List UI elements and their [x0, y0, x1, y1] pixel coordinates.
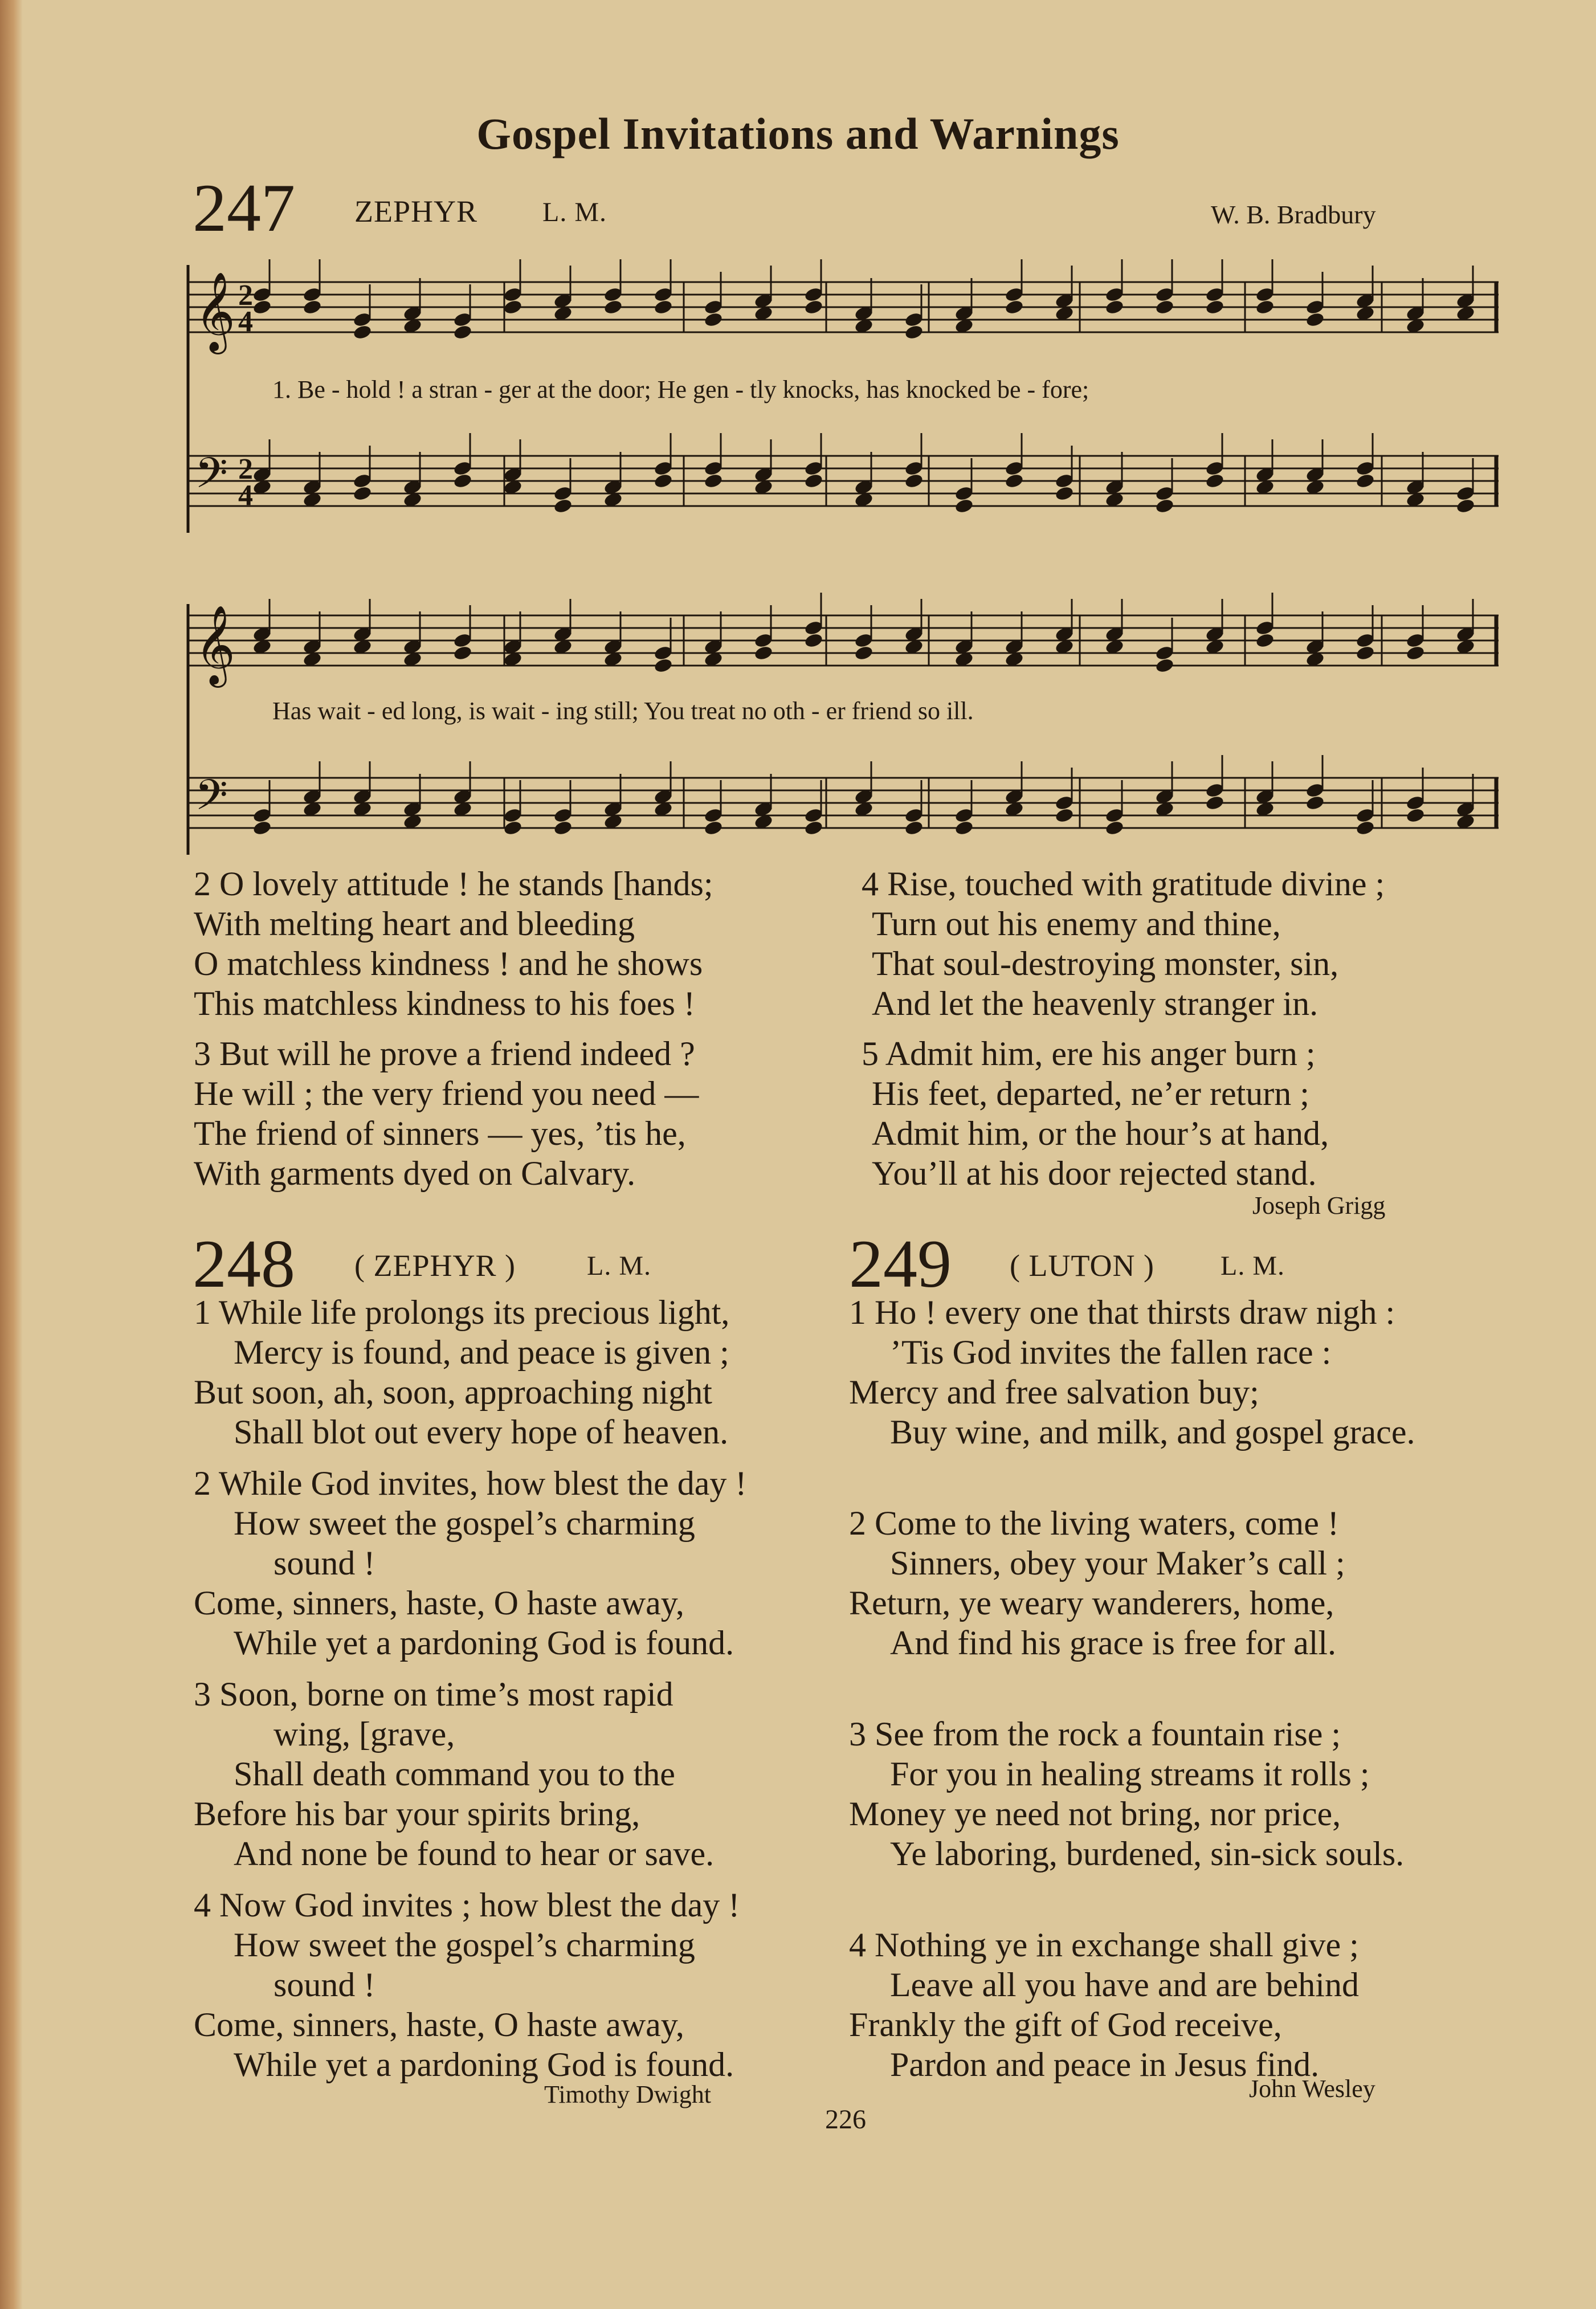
verse-line: But soon, ah, soon, approaching night — [194, 1373, 712, 1411]
bass-staff-2 — [188, 755, 1499, 837]
treble-clef-icon — [195, 605, 235, 688]
verse-line: 3 Soon, borne on time’s most rapid — [194, 1675, 673, 1713]
verse-line: Pardon and peace in Jesus find. — [890, 2046, 1320, 2083]
verse-line: He will ; the very friend you need — — [194, 1075, 699, 1112]
verse-line: And let the heavenly stranger in. — [872, 985, 1319, 1022]
bass-clef-icon — [195, 770, 228, 830]
verse-line: Money ye need not bring, nor price, — [849, 1795, 1341, 1833]
verse-line: 4 Rise, touched with gratitude divine ; — [862, 865, 1385, 903]
time-signature-treble-1 — [238, 279, 253, 338]
note-group — [252, 259, 1475, 341]
svg-text:𝄞: 𝄞 — [195, 605, 235, 684]
hymn-249-number: 249 — [849, 1226, 952, 1302]
treble-staff-1 — [188, 259, 1499, 341]
verse-line: With garments dyed on Calvary. — [194, 1154, 636, 1192]
hymn-247-lyric-line-1: 1. Be - hold ! a stran - ger at the door; He gen - tly knocks, has knocked be - fore; — [272, 376, 1089, 403]
svg-text:2: 2 — [238, 279, 253, 312]
verse-line: While yet a pardoning God is found. — [234, 2046, 734, 2083]
verse-line: Shall blot out every hope of heaven. — [234, 1413, 729, 1451]
verse-line: Return, ye weary wanderers, home, — [849, 1584, 1334, 1622]
verse-line: For you in healing streams it rolls ; — [890, 1755, 1370, 1793]
verse-line: Before his bar your spirits bring, — [194, 1795, 640, 1833]
verse-line: 2 While God invites, how blest the day ! — [194, 1464, 747, 1502]
hymn-247-author: Joseph Grigg — [1252, 1192, 1386, 1219]
verse-line: His feet, departed, ne’er return ; — [872, 1075, 1309, 1112]
time-signature-bass-1 — [238, 453, 253, 512]
hymn-248-number: 248 — [193, 1226, 295, 1302]
verse-line: 1 Ho ! every one that thirsts draw nigh : — [849, 1294, 1395, 1331]
note-group — [252, 593, 1475, 674]
music-system-1 — [188, 265, 1504, 584]
treble-clef-icon — [195, 272, 235, 354]
svg-text:4: 4 — [238, 305, 253, 338]
verse-line: While yet a pardoning God is found. — [234, 1624, 734, 1662]
verse-line: 3 But will he prove a friend indeed ? — [194, 1035, 695, 1072]
verse-line: Turn out his enemy and thine, — [872, 905, 1281, 943]
verse-line: 2 O lovely attitude ! he stands [hands; — [194, 865, 713, 903]
verse-line: 5 Admit him, ere his anger burn ; — [862, 1035, 1316, 1072]
verse-line: sound ! — [274, 1966, 375, 2004]
verse-line: Mercy and free salvation buy; — [849, 1373, 1259, 1411]
verse-line: The friend of sinners — yes, ’tis he, — [194, 1115, 686, 1152]
bass-clef-icon — [195, 448, 228, 508]
note-group — [252, 755, 1475, 837]
svg-text:2: 2 — [238, 453, 253, 486]
verse-line: Come, sinners, haste, O haste away, — [194, 2006, 684, 2043]
verse-line: With melting heart and bleeding — [194, 905, 635, 943]
verse-line: Leave all you have and are behind — [890, 1966, 1359, 2004]
treble-staff-2 — [188, 593, 1499, 674]
verse-line: Frankly the gift of God receive, — [849, 2006, 1282, 2043]
hymn-248-tune: ( ZEPHYR ) — [354, 1249, 516, 1283]
verse-line: And none be found to hear or save. — [234, 1835, 715, 1873]
verse-line: You’ll at his door rejected stand. — [872, 1154, 1317, 1192]
svg-text:𝄞: 𝄞 — [195, 272, 235, 351]
verse-line: Sinners, obey your Maker’s call ; — [890, 1544, 1345, 1582]
verse-line: This matchless kindness to his foes ! — [194, 985, 695, 1022]
hymn-248-meter: L. M. — [587, 1251, 651, 1281]
hymn-249-meter: L. M. — [1221, 1251, 1285, 1281]
verse-line: wing, [grave, — [274, 1715, 455, 1753]
verse-line: O matchless kindness ! and he shows — [194, 945, 703, 982]
verse-line: That soul-destroying monster, sin, — [872, 945, 1339, 982]
hymn-247-composer: W. B. Bradbury — [1211, 200, 1376, 229]
hymn-248-author: Timothy Dwight — [544, 2080, 712, 2108]
svg-text:4: 4 — [238, 479, 253, 512]
verse-line: 4 Now God invites ; how blest the day ! — [194, 1886, 740, 1924]
hymn-249-author: John Wesley — [1249, 2075, 1375, 2103]
verse-line: ’Tis God invites the fallen race : — [890, 1333, 1332, 1371]
svg-text:𝄢: 𝄢 — [195, 448, 228, 508]
verse-line: 4 Nothing ye in exchange shall give ; — [849, 1926, 1359, 1964]
page-header: Gospel Invitations and Warnings — [476, 109, 1120, 158]
page-number: 226 — [825, 2104, 866, 2135]
verse-line: Shall death command you to the — [234, 1755, 675, 1793]
hymn-247-number: 247 — [193, 170, 295, 246]
verse-line: Admit him, or the hour’s at hand, — [872, 1115, 1329, 1152]
svg-text:𝄢: 𝄢 — [195, 770, 228, 830]
verse-line: 2 Come to the living waters, come ! — [849, 1504, 1339, 1542]
verse-line: Buy wine, and milk, and gospel grace. — [890, 1413, 1415, 1451]
bass-staff-1 — [188, 433, 1499, 515]
verse-line: Mercy is found, and peace is given ; — [234, 1333, 729, 1371]
verse-line: Come, sinners, haste, O haste away, — [194, 1584, 684, 1622]
verse-line: Ye laboring, burdened, sin-sick souls. — [890, 1835, 1405, 1873]
note-group — [252, 433, 1475, 515]
verse-line: sound ! — [274, 1544, 375, 1582]
verse-line: 1 While life prolongs its precious light, — [194, 1294, 730, 1331]
hymn-247-meter: L. M. — [542, 197, 607, 227]
page-edge — [0, 0, 23, 2309]
hymn-247-lyric-line-2: Has wait - ed long, is wait - ing still; You treat no oth - er friend so ill. — [272, 697, 974, 725]
verse-line: How sweet the gospel’s charming — [234, 1926, 695, 1964]
hymn-249-tune: ( LUTON ) — [1010, 1249, 1154, 1283]
verse-line: How sweet the gospel’s charming — [234, 1504, 695, 1542]
verse-line: And find his grace is free for all. — [890, 1624, 1337, 1662]
hymn-247-tune: ZEPHYR — [354, 194, 478, 229]
verse-line: 3 See from the rock a fountain rise ; — [849, 1715, 1341, 1753]
